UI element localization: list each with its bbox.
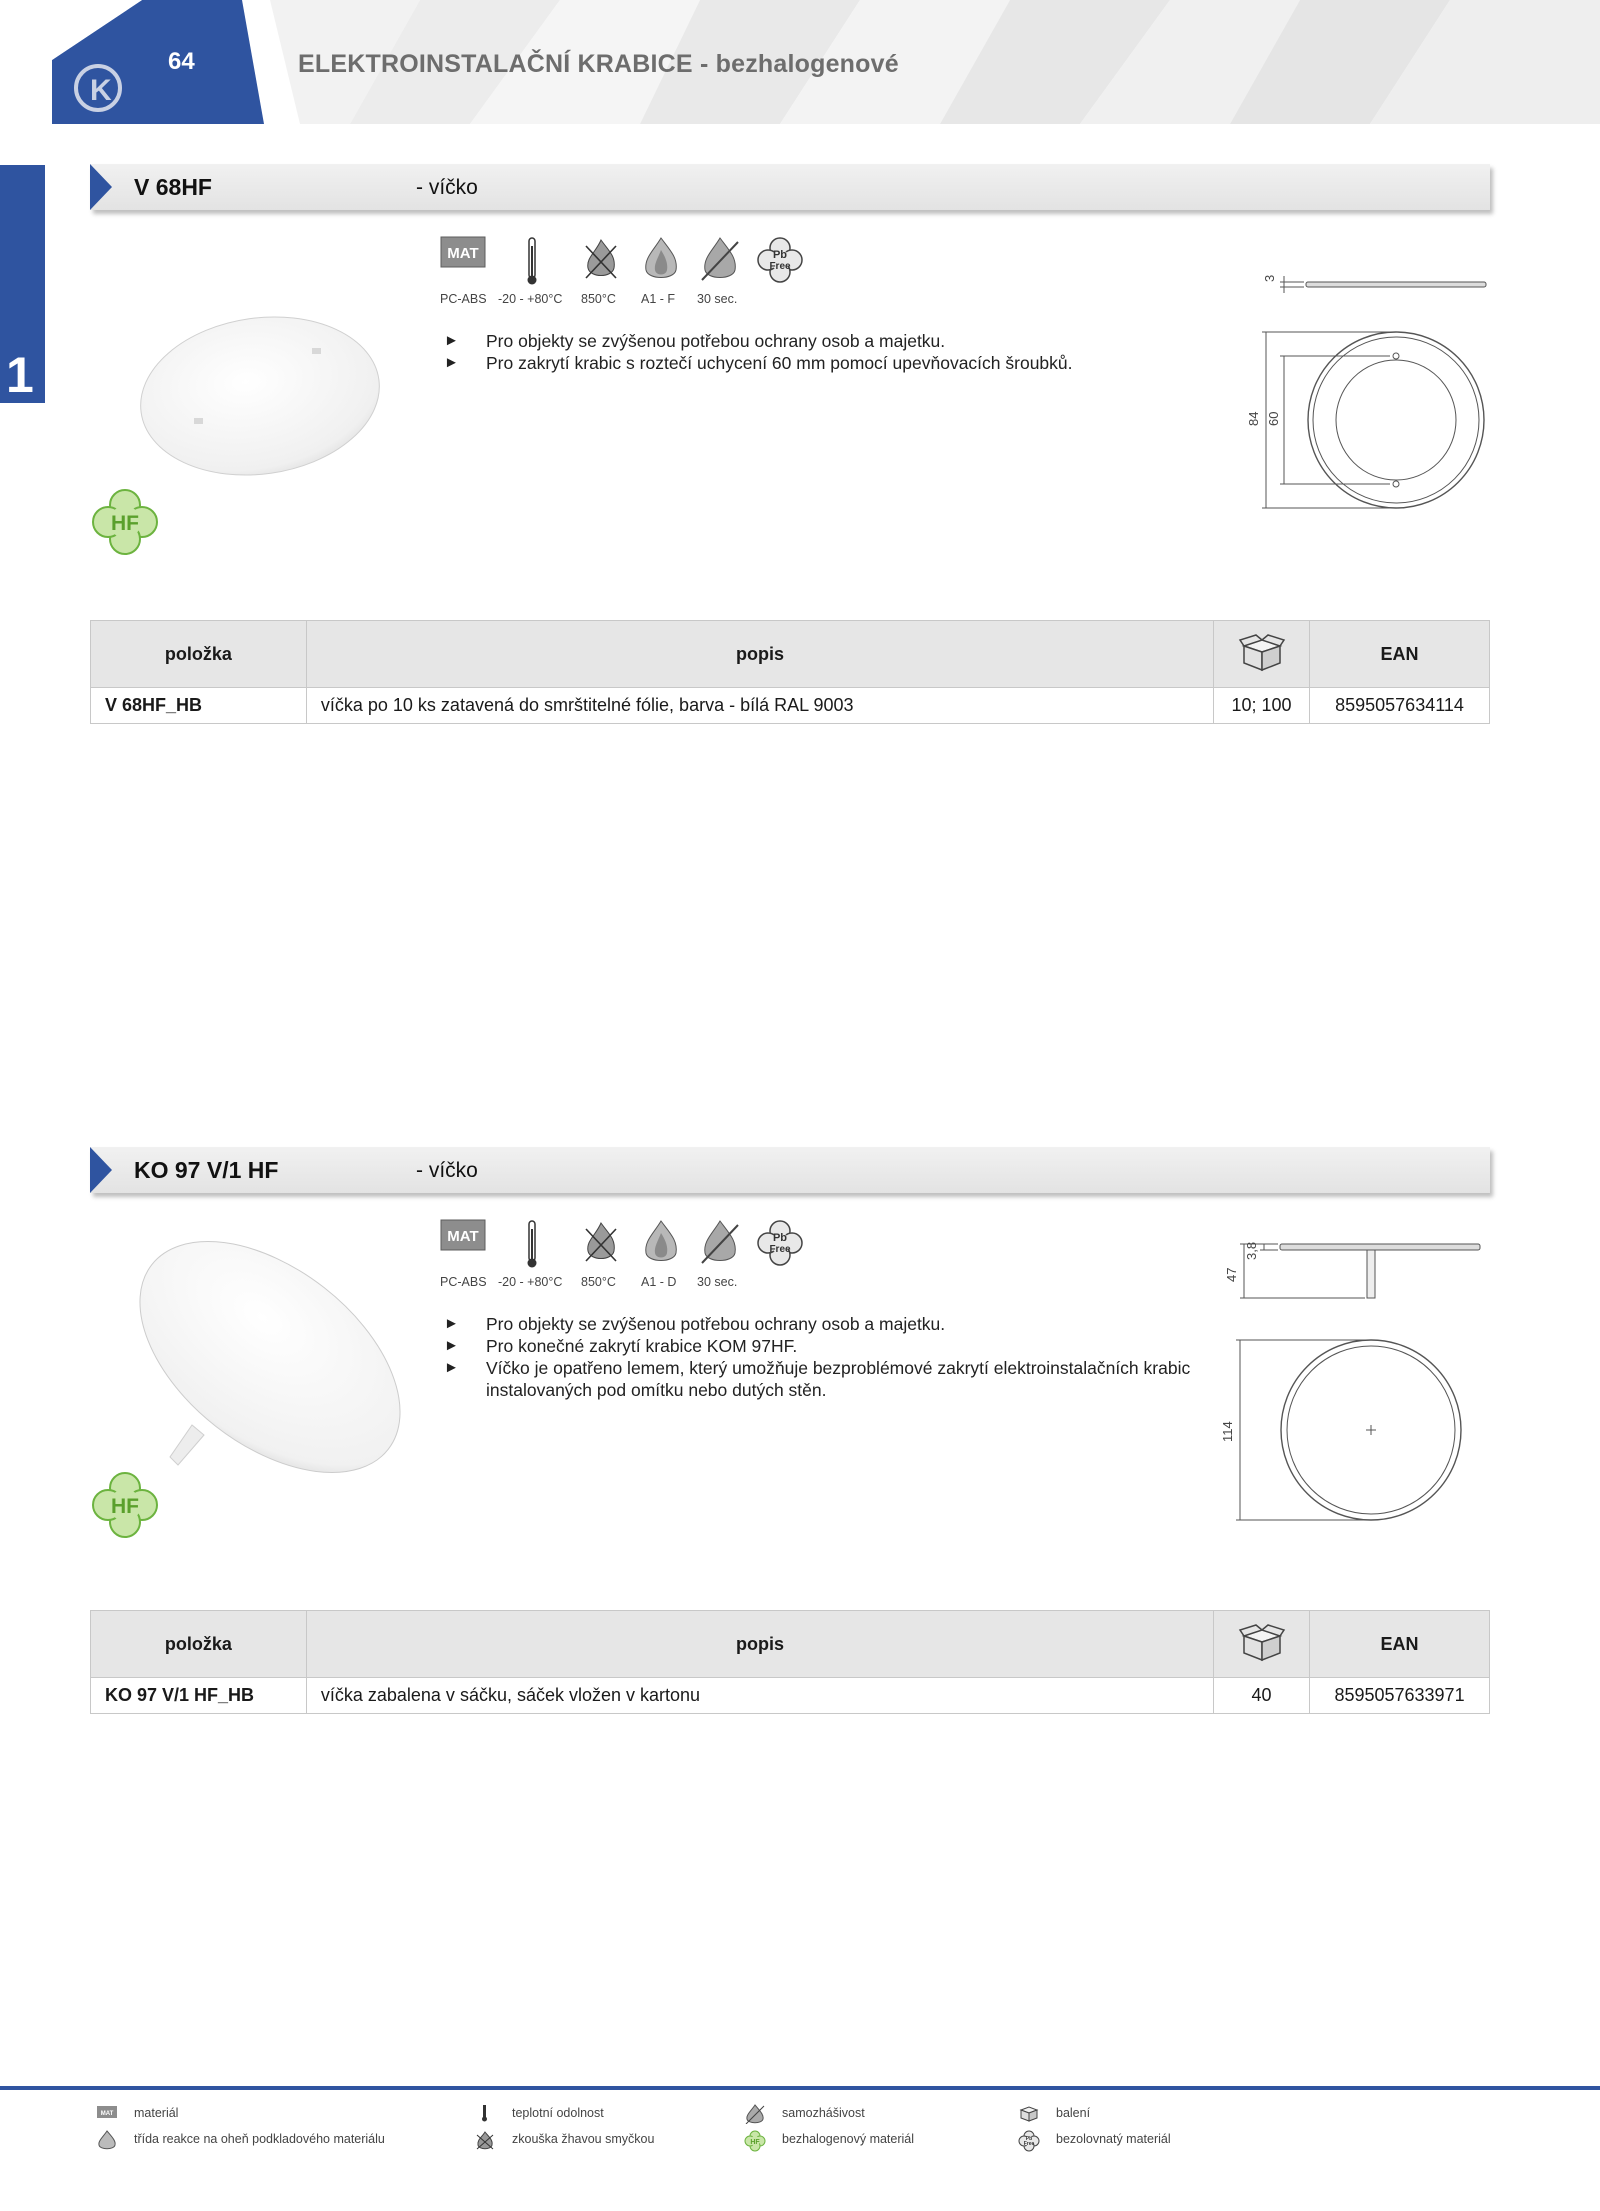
svg-text:MAT: MAT xyxy=(100,2111,114,2117)
chevron-right-icon xyxy=(90,164,112,210)
dimension-label: 60 xyxy=(1266,411,1281,426)
glow-wire-label: 850°C xyxy=(581,292,616,306)
svg-text:HF: HF xyxy=(111,1495,139,1518)
packaging-cell: 40 xyxy=(1214,1678,1310,1714)
fire-class-label: A1 - F xyxy=(641,292,676,306)
technical-drawing xyxy=(1240,270,1500,520)
column-header: EAN xyxy=(1310,621,1490,688)
item-code-cell: V 68HF_HB xyxy=(91,688,307,724)
description-cell: víčka zabalena v sáčku, sáček vložen v kartonu xyxy=(306,1678,1213,1714)
table-header-row xyxy=(91,1611,1490,1678)
self-extinguish-label: 30 sec. xyxy=(697,1275,738,1289)
mat-icon xyxy=(440,1219,486,1251)
self-extinguish-icon xyxy=(744,2104,766,2124)
flame-icon xyxy=(640,236,682,282)
chapter-number: 1 xyxy=(6,347,34,403)
box-icon xyxy=(1018,2104,1040,2122)
box-icon xyxy=(1238,632,1286,672)
hf-clover-icon xyxy=(90,487,160,557)
material-label: PC-ABS xyxy=(440,1275,487,1289)
self-extinguish-label: 30 sec. xyxy=(697,292,738,306)
dimension-label: 114 xyxy=(1220,1421,1235,1442)
product-title-bar xyxy=(90,1147,1490,1193)
svg-text:HF: HF xyxy=(750,2139,760,2146)
list-item: ► Pro objekty se zvýšenou potřebou ochrany osob a majetku. xyxy=(444,330,1204,352)
svg-text:HF: HF xyxy=(111,512,139,535)
dimension-label: 84 xyxy=(1246,411,1261,426)
svg-text:Free: Free xyxy=(1023,2141,1035,2147)
column-header: popis xyxy=(306,621,1213,688)
list-item: ► Víčko je opatřeno lemem, který umožňuje bezproblémové zakrytí elektroinstalačních krabic instalovaných pod omítku nebo dutých stěn. xyxy=(444,1357,1204,1401)
table-row xyxy=(91,1678,1490,1714)
pb-free-icon xyxy=(756,1219,804,1267)
mat-icon xyxy=(96,2104,118,2120)
pb-free-icon xyxy=(1018,2130,1040,2152)
svg-text:Pb: Pb xyxy=(1025,2136,1033,2142)
hf-clover-icon xyxy=(744,2130,766,2152)
chevron-right-icon xyxy=(90,1147,112,1193)
thermometer-icon xyxy=(474,2104,496,2122)
self-extinguish-icon xyxy=(698,236,742,282)
flame-icon xyxy=(96,2130,118,2150)
fire-class-label: A1 - D xyxy=(641,1275,677,1289)
page-title: ELEKTROINSTALAČNÍ KRABICE - bezhalogenové xyxy=(298,50,899,78)
svg-text:MAT: MAT xyxy=(447,245,479,262)
product-image xyxy=(130,300,390,490)
page-number: 64 xyxy=(168,48,195,75)
dimension-label: 47 xyxy=(1224,1267,1239,1282)
product-title-bar xyxy=(90,164,1490,210)
dimension-label: 3 xyxy=(1262,274,1277,282)
table-row xyxy=(91,688,1490,724)
description-cell: víčka po 10 ks zatavená do smrštitelné fólie, barva - bílá RAL 9003 xyxy=(306,688,1213,724)
list-item: ► Pro zakrytí krabic s roztečí uchycení 60 mm pomocí upevňovacích šroubků. xyxy=(444,352,1204,374)
svg-text:Pb: Pb xyxy=(772,1232,788,1244)
glow-wire-icon xyxy=(580,236,622,282)
flame-icon xyxy=(640,1219,682,1265)
packaging-cell: 10; 100 xyxy=(1214,688,1310,724)
svg-text:MAT: MAT xyxy=(447,1228,479,1245)
temperature-label: -20 - +80°C xyxy=(498,292,563,306)
ean-cell: 8595057633971 xyxy=(1310,1678,1490,1714)
product-code: V 68HF xyxy=(134,174,212,200)
thermometer-icon xyxy=(524,236,540,286)
temperature-label: -20 - +80°C xyxy=(498,1275,563,1289)
column-header xyxy=(1214,1611,1310,1678)
column-header xyxy=(1214,621,1310,688)
hf-clover-icon xyxy=(90,1470,160,1540)
glow-wire-label: 850°C xyxy=(581,1275,616,1289)
feature-list xyxy=(444,330,1204,374)
footer-divider xyxy=(0,2086,1600,2090)
svg-text:K: K xyxy=(90,74,112,107)
column-header: EAN xyxy=(1310,1611,1490,1678)
column-header: položka xyxy=(91,621,307,688)
list-item: ► Pro objekty se zvýšenou potřebou ochrany osob a majetku. xyxy=(444,1313,1204,1335)
item-code-cell: KO 97 V/1 HF_HB xyxy=(91,1678,307,1714)
table-header-row xyxy=(91,621,1490,688)
product-name: - víčko xyxy=(416,1159,478,1182)
glow-wire-icon xyxy=(580,1219,622,1265)
svg-text:Free: Free xyxy=(769,261,791,272)
feature-list xyxy=(444,1313,1204,1401)
svg-text:Free: Free xyxy=(769,1244,791,1255)
material-label: PC-ABS xyxy=(440,292,487,306)
page-tab xyxy=(52,0,268,124)
technical-drawing xyxy=(1220,1230,1500,1530)
thermometer-icon xyxy=(524,1219,540,1269)
property-icons xyxy=(440,236,840,316)
list-item: ► Pro konečné zakrytí krabice KOM 97HF. xyxy=(444,1335,1204,1357)
pb-free-icon xyxy=(756,236,804,284)
svg-text:Pb: Pb xyxy=(772,249,788,261)
product-name: - víčko xyxy=(416,176,478,199)
column-header: položka xyxy=(91,1611,307,1678)
product-code: KO 97 V/1 HF xyxy=(134,1157,279,1183)
self-extinguish-icon xyxy=(698,1219,742,1265)
column-header: popis xyxy=(306,1611,1213,1678)
box-icon xyxy=(1238,1622,1286,1662)
ean-cell: 8595057634114 xyxy=(1310,688,1490,724)
glow-wire-icon xyxy=(474,2130,496,2150)
product-table xyxy=(90,1610,1490,1714)
dimension-label: 3,8 xyxy=(1244,1241,1259,1260)
property-icons xyxy=(440,1219,840,1299)
mat-icon xyxy=(440,236,486,268)
product-table xyxy=(90,620,1490,724)
